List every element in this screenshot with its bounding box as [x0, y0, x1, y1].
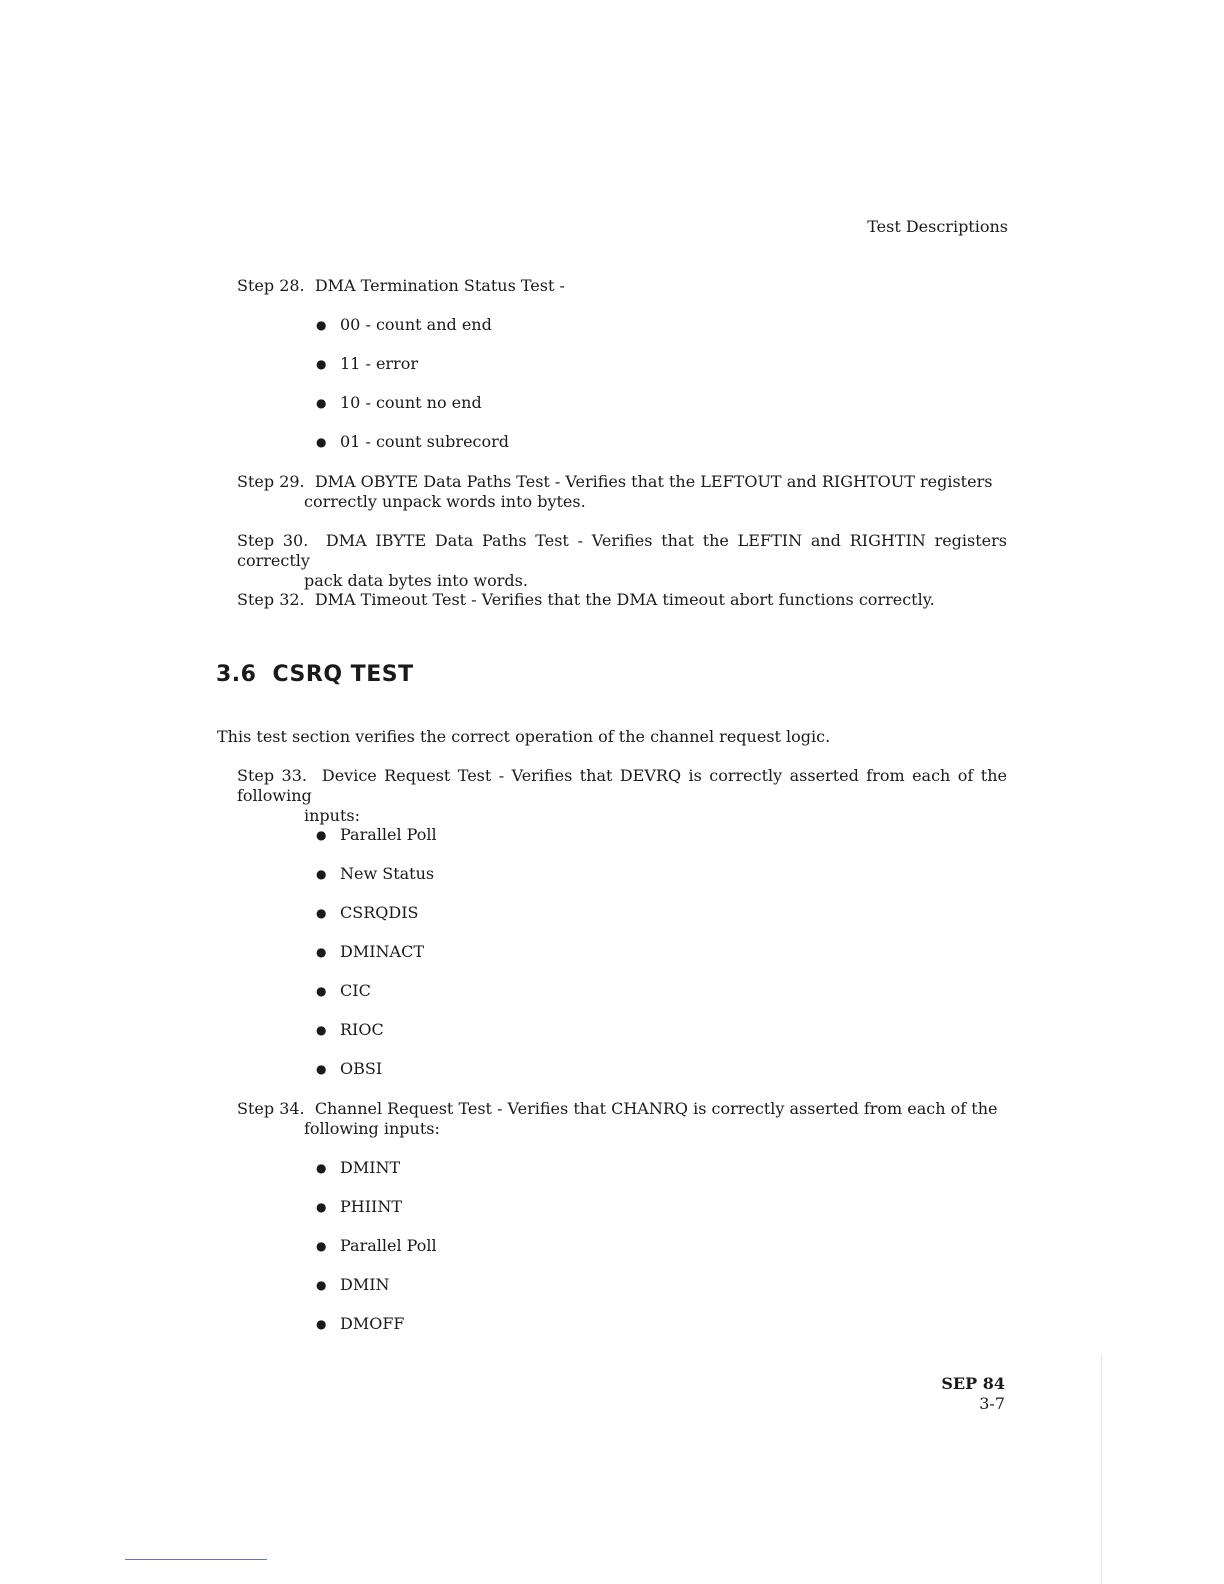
step-text: DMA Timeout Test - Verifies that the DMA timeout abort functions correctly. [314, 590, 935, 609]
step-label: Step 33. [237, 766, 307, 785]
section-heading [216, 662, 414, 687]
step-text: DMA OBYTE Data Paths Test - Verifies that the LEFTOUT and RIGHTOUT registers [314, 472, 993, 491]
step-30 [237, 531, 1007, 591]
section-number: 3.6 [216, 662, 257, 687]
step-29 [237, 472, 1007, 512]
list-item: ● RIOC [316, 1020, 384, 1039]
section-intro: This test section verifies the correct operation of the channel request logic. [217, 727, 831, 746]
step-text-continued: inputs: [304, 806, 360, 825]
step-text-continued: correctly unpack words into bytes. [304, 492, 586, 511]
page-number: 3-7 [979, 1394, 1005, 1413]
list-item: ● 11 - error [316, 354, 418, 373]
bullet-icon: ● [316, 945, 327, 959]
step-34 [237, 1099, 1007, 1139]
step-label: Step 34. [237, 1099, 305, 1118]
bullet-icon: ● [316, 1317, 327, 1331]
step-text-continued: following inputs: [304, 1119, 440, 1138]
step-label: Step 28. [237, 276, 305, 295]
section-title: CSRQ TEST [272, 662, 414, 687]
step-text: DMA Termination Status Test - [314, 276, 565, 295]
list-item: ● 01 - count subrecord [316, 432, 510, 451]
list-item: ● Parallel Poll [316, 1236, 437, 1255]
bullet-icon: ● [316, 906, 327, 920]
list-item: ● 10 - count no end [316, 393, 482, 412]
step-33 [237, 766, 1007, 826]
step-label: Step 32. [237, 590, 305, 609]
step-32 [237, 590, 1007, 610]
bullet-icon: ● [316, 396, 327, 410]
bullet-icon: ● [316, 435, 327, 449]
list-item: ● DMINT [316, 1158, 401, 1177]
list-item: ● DMIN [316, 1275, 390, 1294]
bullet-icon: ● [316, 1239, 327, 1253]
bullet-icon: ● [316, 318, 327, 332]
step-label: Step 29. [237, 472, 305, 491]
list-item: ● CIC [316, 981, 371, 1000]
step-label: Step 30. [237, 531, 309, 550]
running-header: Test Descriptions [867, 217, 1008, 236]
scan-edge [1101, 1355, 1102, 1584]
step-text: Device Request Test - Verifies that DEVRQ is correctly asserted from each of the following [237, 766, 1007, 805]
list-item: ● PHIINT [316, 1197, 403, 1216]
step-28 [237, 276, 1007, 296]
bullet-icon: ● [316, 1278, 327, 1292]
footer-date: SEP 84 [941, 1374, 1005, 1393]
step-text: DMA IBYTE Data Paths Test - Verifies that the LEFTIN and RIGHTIN registers correctly [237, 531, 1008, 570]
list-item: ● New Status [316, 864, 435, 883]
bullet-icon: ● [316, 1023, 327, 1037]
footnote-rule [125, 1559, 267, 1560]
bullet-icon: ● [316, 1200, 327, 1214]
bullet-icon: ● [316, 1062, 327, 1076]
bullet-icon: ● [316, 1161, 327, 1175]
list-item: ● Parallel Poll [316, 825, 437, 844]
bullet-icon: ● [316, 828, 327, 842]
bullet-icon: ● [316, 984, 327, 998]
list-item: ● DMOFF [316, 1314, 405, 1333]
step-text: Channel Request Test - Verifies that CHANRQ is correctly asserted from each of the [314, 1099, 998, 1118]
step-text-continued: pack data bytes into words. [304, 571, 528, 590]
list-item: ● DMINACT [316, 942, 424, 961]
list-item: ● CSRQDIS [316, 903, 419, 922]
list-item: ● 00 - count and end [316, 315, 492, 334]
bullet-icon: ● [316, 357, 327, 371]
bullet-icon: ● [316, 867, 327, 881]
list-item: ● OBSI [316, 1059, 383, 1078]
